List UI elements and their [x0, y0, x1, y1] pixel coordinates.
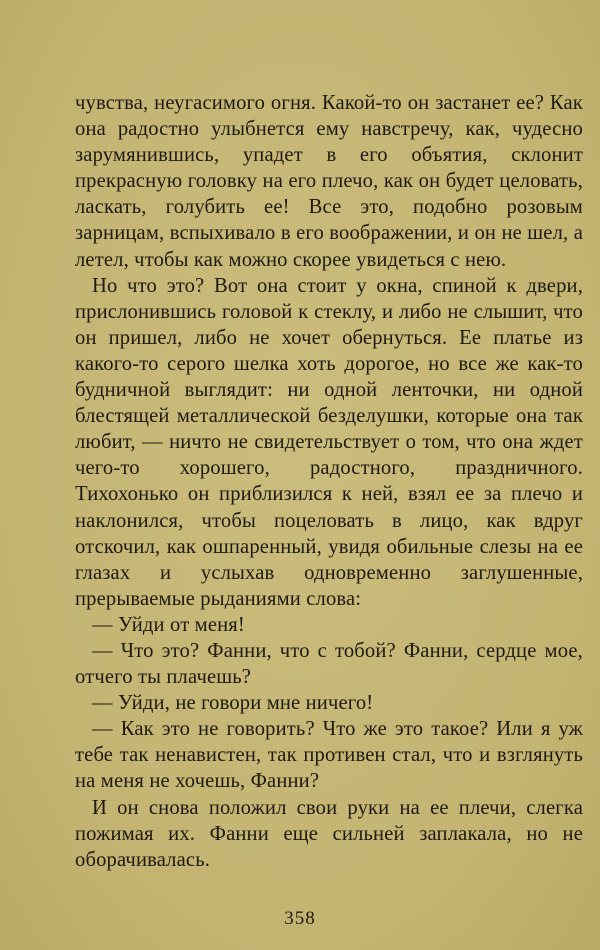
dialogue-line: — Как это не говорить? Что же это такое? Или я уж тебе так ненавистен, так противен стал, что и взглянуть на меня не хочешь, Фанни?	[75, 718, 583, 793]
dialogue-line: — Что это? Фанни, что с тобой? Фанни, сердце мое, отчего ты плачешь?	[75, 639, 583, 689]
paragraph: И он снова положил свои руки на ее плечи, слегка пожимая их. Фанни еще сильней заплакала, но не оборачивалась.	[75, 796, 583, 871]
text-body	[75, 90, 583, 873]
page-number: 358	[284, 908, 316, 929]
paragraph: Но что это? Вот она стоит у окна, спиной к двери, прислонившись головой к стеклу, и либо не слышит, что он пришел, либо не хочет обернуться. Ее платье из какого-то серого шелка хоть дорогое, но все же как-то будничной выглядит: ни одной ленточки, ни одной блестящей металлической безделушки, которые она так любит, — ничто не свидетельствует о том, что она ждет чего-то хорошего, радостного, праздничного. Тихохонько он приблизился к ней, взял ее за плечо и наклонился, чтобы поцеловать в лицо, как вдруг отскочил, как ошпаренный, увидя обильные слезы на ее глазах и услыхав одновременно заглушенные, прерываемые рыданиями слова:	[75, 274, 583, 610]
paragraph-continued: чувства, неугасимого огня. Какой-то он застанет ее? Как она радостно улыбнется ему навстречу, как, чудесно зарумянившись, упадет в его объятия, склонит прекрасную головку на его плечо, как он будет целовать, ласкать, голубить ее! Все это, подобно розовым зарницам, вспыхивало в его воображении, и он не шел, а летел, чтобы как можно скорее увидеться с нею.	[75, 92, 583, 271]
dialogue-line: — Уйди, не говори мне ничего!	[92, 692, 374, 715]
dialogue-line: — Уйди от меня!	[92, 613, 245, 636]
